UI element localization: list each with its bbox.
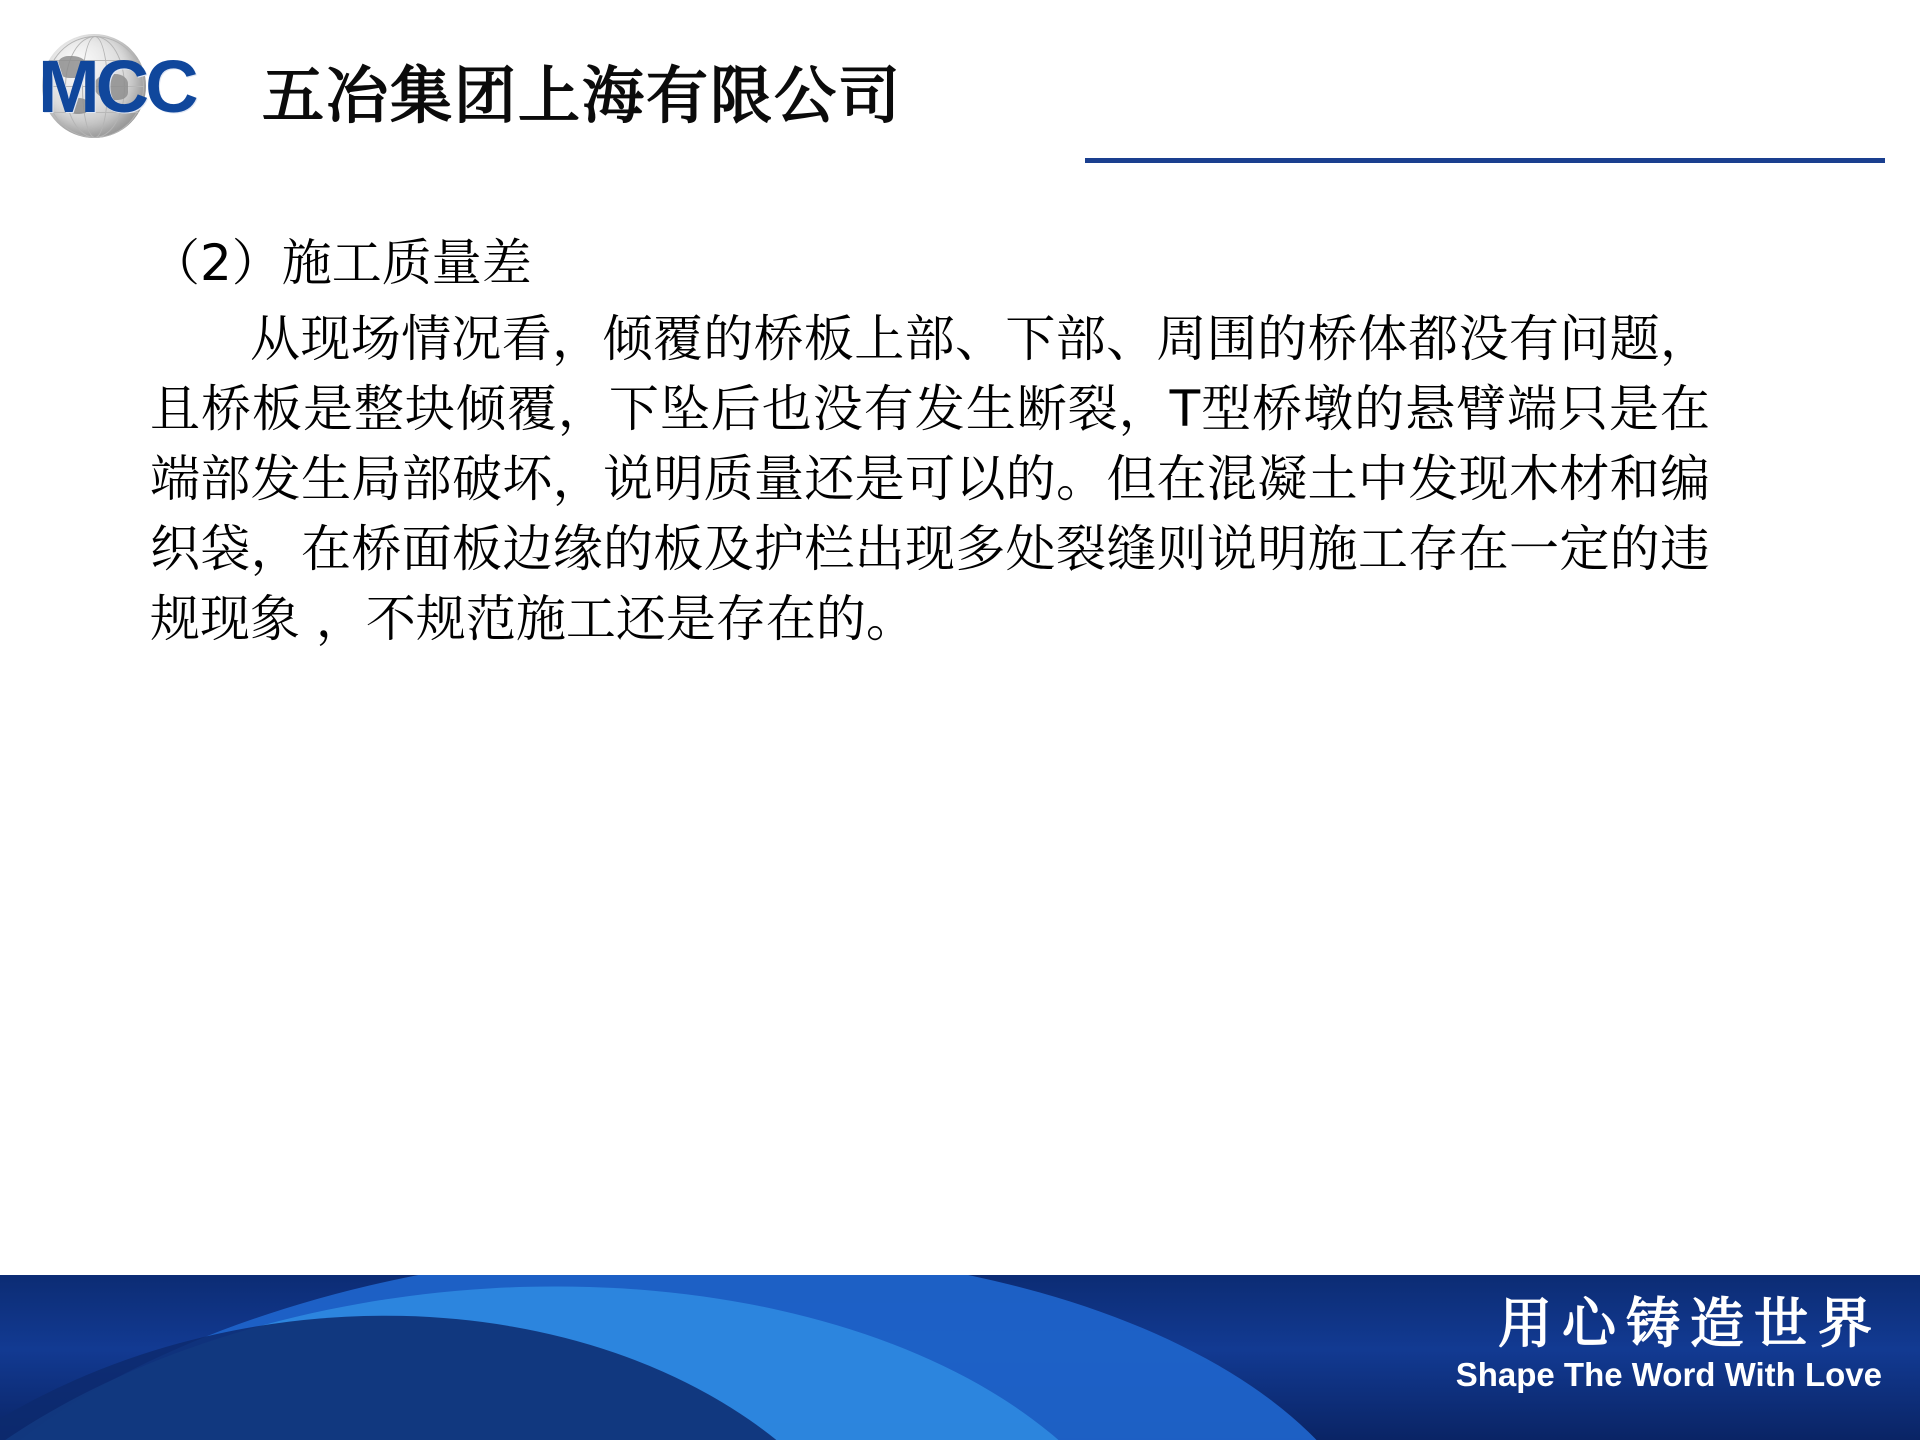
footer-slogan <box>1456 1293 1882 1395</box>
footer-slogan-cn: 用心铸造世界 <box>1498 1292 1882 1355</box>
company-name: 五冶集团上海有限公司 <box>262 59 903 132</box>
logo-wordmark: MCC <box>38 45 195 128</box>
header-divider <box>1085 158 1885 163</box>
footer-slogan-en: Shape The Word With Love <box>1455 1356 1882 1393</box>
section-paragraph: 从现场情况看，倾覆的桥板上部、下部、周围的桥体都没有问题，且桥板是整块倾覆，下坠后也没有发生断裂，T型桥墩的悬臂端只是在端部发生局部破坏，说明质量还是可以的。但在混凝土中发现木材和编织袋，在桥面板边缘的板及护栏出现多处裂缝则说明施工存在一定的违规现象 ，不规范施工还是存在的。 <box>150 310 1710 648</box>
section-title: （2）施工质量差 <box>150 234 532 292</box>
slide-footer <box>0 1275 1920 1440</box>
slide-header <box>0 0 1920 175</box>
company-logo <box>28 28 253 138</box>
slide-body <box>150 230 1770 654</box>
